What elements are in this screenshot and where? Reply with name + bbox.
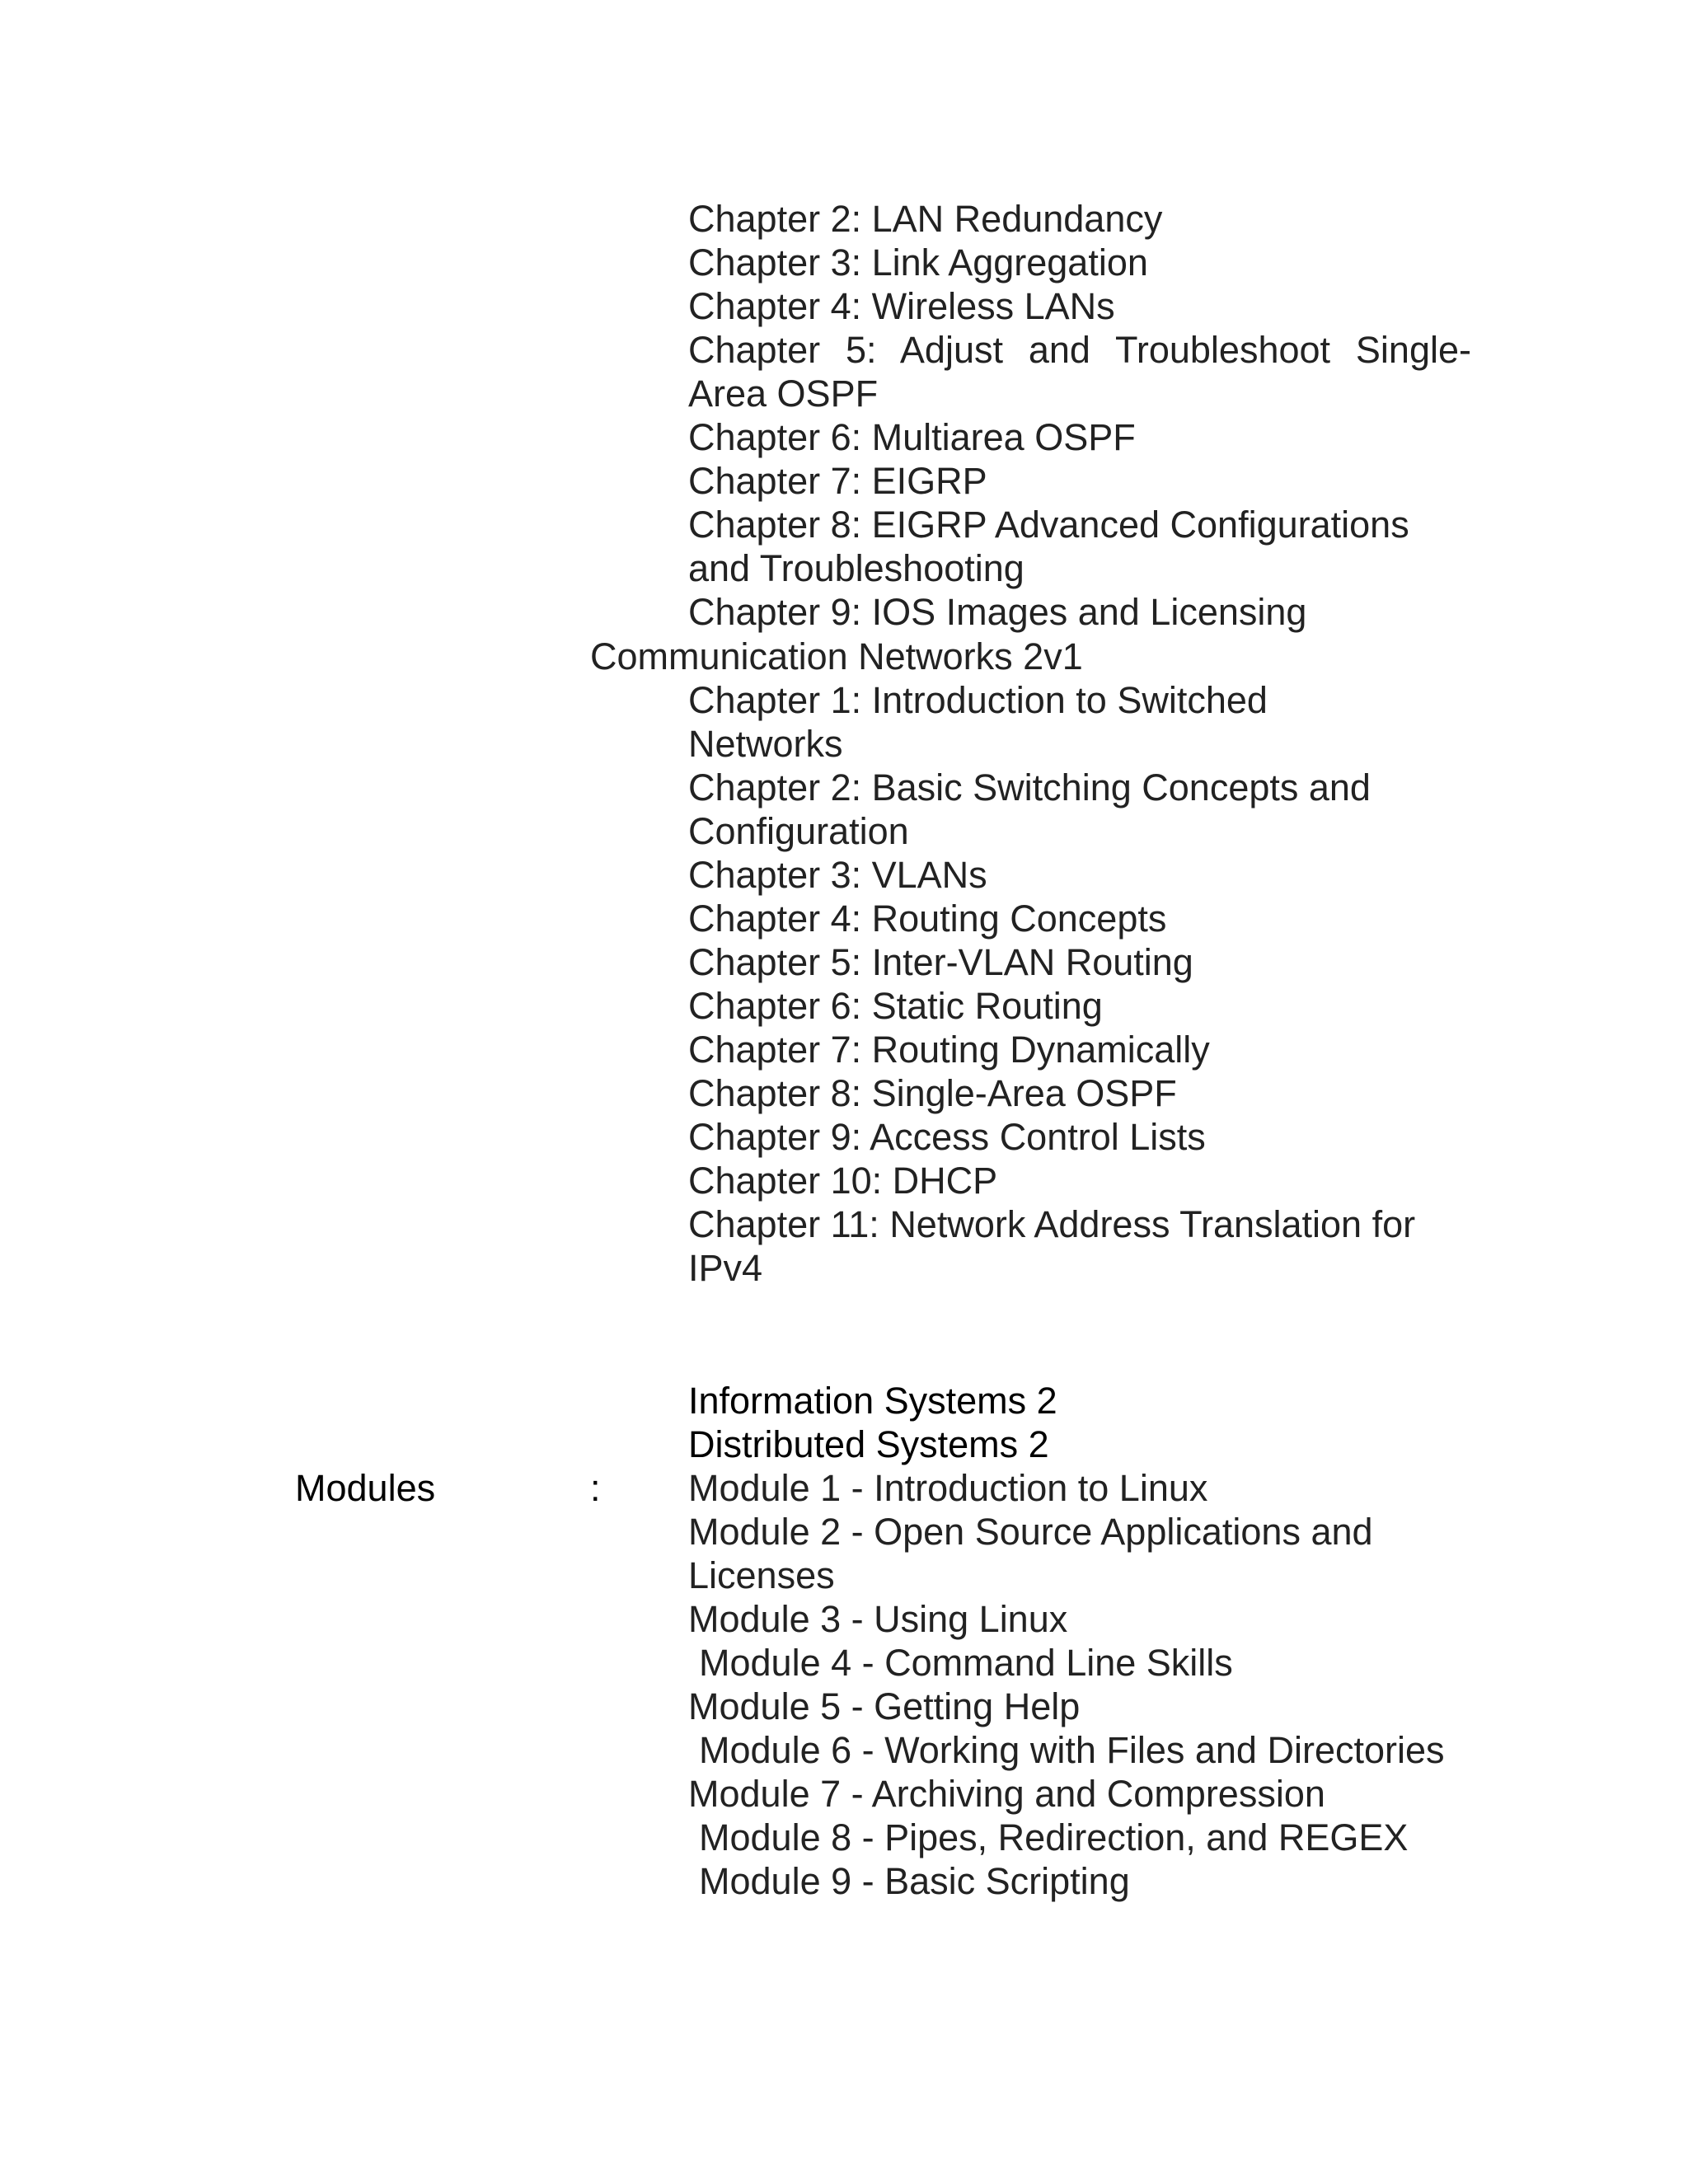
label-separator: : — [590, 1467, 601, 1509]
chapter-line: Chapter 7: EIGRP — [688, 460, 987, 502]
chapter-line-continued: Networks — [688, 723, 843, 765]
chapter-line: Chapter 4: Wireless LANs — [688, 285, 1115, 327]
chapter-line: Chapter 3: VLANs — [688, 854, 987, 896]
chapter-line: Chapter 2: LAN Redundancy — [688, 198, 1163, 240]
module-line: Module 3 - Using Linux — [688, 1598, 1068, 1640]
course-title: Communication Networks 2v1 — [590, 635, 1083, 677]
chapter-line: Chapter 9: Access Control Lists — [688, 1116, 1206, 1158]
chapter-line-continued: and Troubleshooting — [688, 547, 1025, 589]
module-line: Module 2 - Open Source Applications and — [688, 1511, 1373, 1553]
module-line: Module 5 - Getting Help — [688, 1685, 1081, 1727]
chapter-line-continued: Area OSPF — [688, 373, 879, 415]
chapter-line: Chapter 6: Multiarea OSPF — [688, 416, 1136, 458]
modules-label: Modules — [295, 1467, 436, 1509]
chapter-line: Chapter 5: Inter-VLAN Routing — [688, 941, 1193, 983]
chapter-line: Chapter 2: Basic Switching Concepts and — [688, 766, 1371, 808]
chapter-line-continued: IPv4 — [688, 1247, 763, 1289]
chapter-line: Chapter 9: IOS Images and Licensing — [688, 591, 1307, 633]
module-line: Module 8 - Pipes, Redirection, and REGEX — [699, 1816, 1409, 1858]
chapter-line-continued: Configuration — [688, 810, 909, 852]
subject-heading: Information Systems 2 — [688, 1380, 1057, 1422]
chapter-line: Chapter 8: EIGRP Advanced Configurations — [688, 504, 1409, 546]
chapter-line: Chapter 4: Routing Concepts — [688, 898, 1167, 940]
chapter-line: Chapter 7: Routing Dynamically — [688, 1029, 1210, 1071]
module-line: Module 4 - Command Line Skills — [699, 1642, 1233, 1684]
module-line: Module 7 - Archiving and Compression — [688, 1773, 1325, 1815]
module-line-continued: Licenses — [688, 1554, 835, 1596]
module-line: Module 6 - Working with Files and Directories — [699, 1729, 1445, 1771]
chapter-line: Chapter 3: Link Aggregation — [688, 241, 1148, 284]
subject-heading: Distributed Systems 2 — [688, 1423, 1049, 1465]
module-line: Module 9 - Basic Scripting — [699, 1860, 1130, 1902]
chapter-line: Chapter 6: Static Routing — [688, 985, 1103, 1027]
chapter-line: Chapter 1: Introduction to Switched — [688, 679, 1268, 721]
chapter-line: Chapter 11: Network Address Translation for — [688, 1203, 1416, 1245]
module-line: Module 1 - Introduction to Linux — [688, 1467, 1208, 1509]
chapter-line: Chapter 5: Adjust and Troubleshoot Single- — [688, 329, 1471, 371]
chapter-line: Chapter 8: Single-Area OSPF — [688, 1072, 1177, 1114]
chapter-line: Chapter 10: DHCP — [688, 1160, 998, 1202]
